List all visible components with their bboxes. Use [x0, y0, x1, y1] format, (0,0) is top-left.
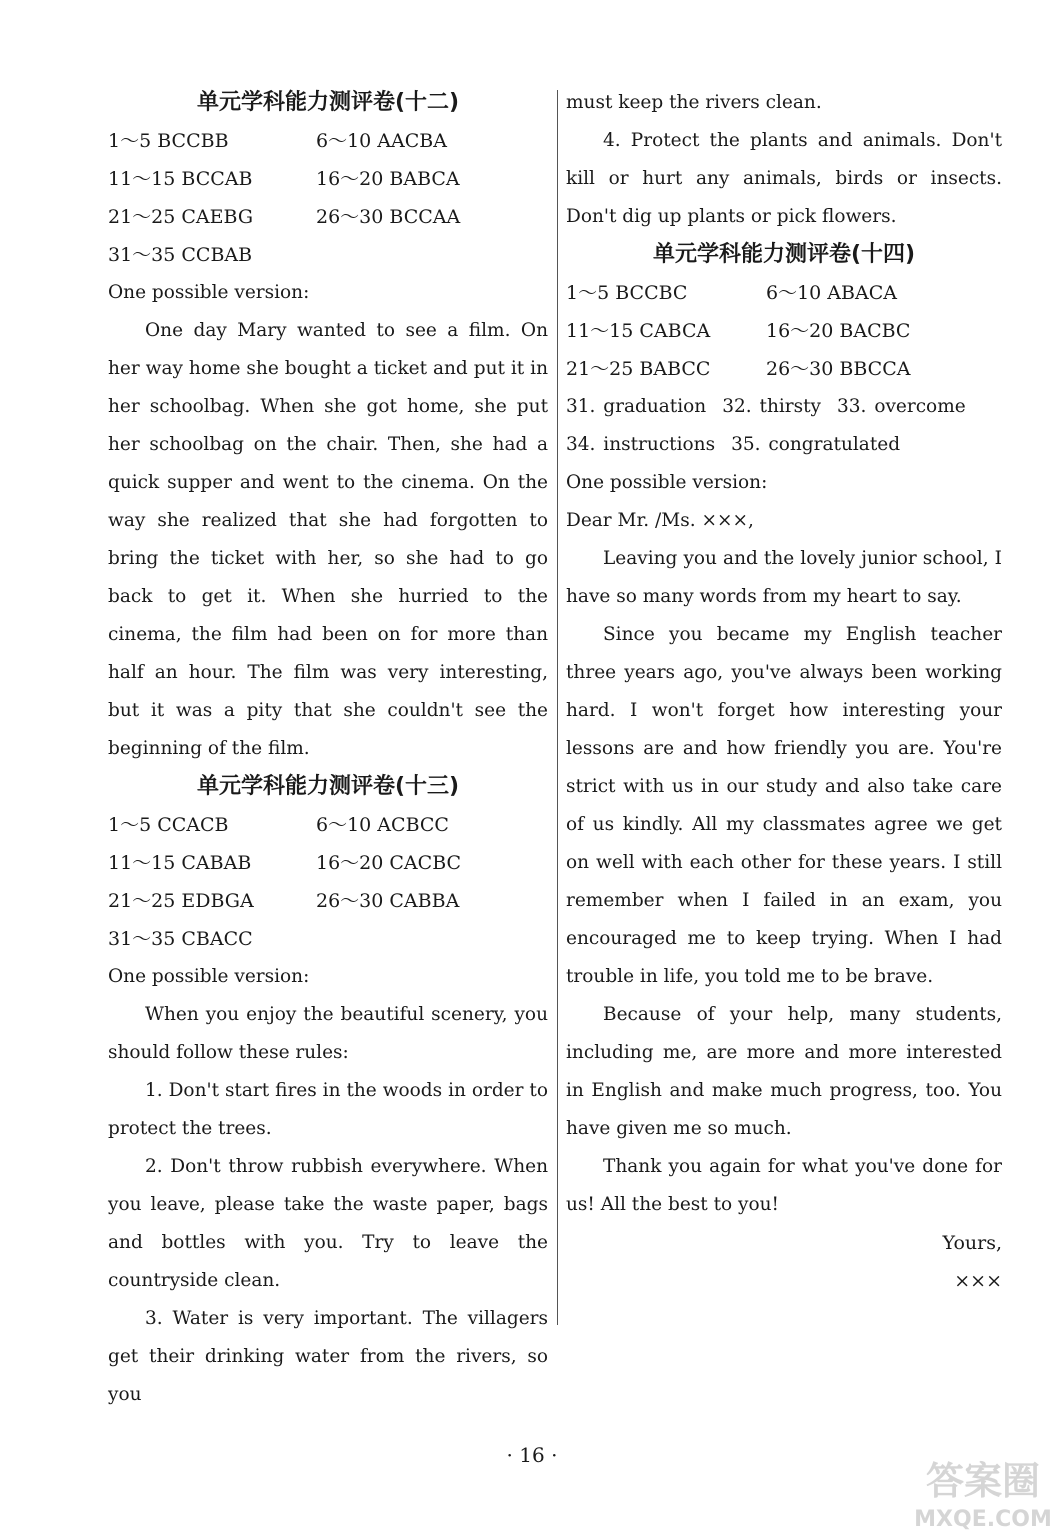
page-number: · 16 · [506, 1443, 558, 1467]
essay-paragraph: One day Mary wanted to see a film. On her way home she bought a ticket and put it in her schoolbag. When she got home, she put her schoolbag on the chair. Then, she had a quick supper and went to the cinema. On the way she realized that she had forgotten to bring the ticket with her, so she had to go back to get it. When she hurried to the cinema, the film had been on for more than half an hour. The film was very interesting, but it was a pity that she couldn't see the beginning of the film. [108, 320, 548, 759]
rule-paragraph-continued: must keep the rivers clean. [566, 92, 822, 113]
essay-intro: When you enjoy the beautiful scenery, you should follow these rules: [108, 1004, 548, 1063]
rule-paragraph: 2. Don't throw rubbish everywhere. When you leave, please take the waste paper, bags and bottles with you. Try to leave the countryside clean. [108, 1156, 548, 1291]
letter-closing: Yours, [942, 1232, 1002, 1254]
answer-cell: 21～25 BABCC [566, 358, 711, 380]
version-label: One possible version: [108, 282, 310, 303]
answer-cell: 11～15 CABAB [108, 852, 252, 874]
answer-cell: 11～15 CABCA [566, 320, 711, 342]
answer-cell: 1～5 CCACB [108, 814, 229, 836]
letter-greeting: Dear Mr. /Ms. ×××, [566, 510, 754, 531]
answer-row [108, 160, 548, 198]
fill-in-row [566, 426, 1002, 464]
answer-cell: 1～5 BCCBC [566, 282, 688, 304]
unit13-title: 单元学科能力测评卷(十三) [196, 774, 460, 799]
rule-paragraph: 1. Don't start fires in the woods in order to protect the trees. [108, 1080, 548, 1139]
fill-answer: 35. congratulated [731, 434, 901, 455]
answer-cell: 11～15 BCCAB [108, 168, 253, 190]
letter-paragraph: Thank you again for what you've done for us! All the best to you! [566, 1156, 1002, 1215]
answer-cell: 16～20 CACBC [316, 852, 462, 874]
version-label: One possible version: [108, 966, 310, 987]
column-divider [557, 90, 558, 1325]
answer-row [108, 844, 548, 882]
fill-in-row [566, 388, 1002, 426]
answer-row [108, 122, 548, 160]
answer-cell: 31～35 CBACC [108, 928, 253, 950]
unit14-answers [566, 274, 1002, 388]
answer-row [108, 236, 548, 274]
left-column [108, 84, 548, 1414]
watermark-logo [908, 1452, 1058, 1532]
answer-cell: 26～30 CABBA [316, 890, 460, 912]
fill-answer: 34. instructions [566, 434, 716, 455]
answer-row [108, 882, 548, 920]
answer-row [108, 806, 548, 844]
answer-cell: 6～10 ABACA [766, 282, 897, 304]
rule-paragraph: 3. Water is very important. The villagers get their drinking water from the rivers, so you [108, 1308, 548, 1405]
answer-row [566, 274, 1002, 312]
answer-row [108, 920, 548, 958]
right-column [566, 84, 1002, 1300]
answer-row [108, 198, 548, 236]
letter-paragraph: Because of your help, many students, including me, are more and more interested in English and make much progress, too. You have given me so much. [566, 1004, 1002, 1139]
answer-cell: 21～25 CAEBG [108, 206, 254, 228]
fill-answer: 31. graduation [566, 396, 707, 417]
unit12-title: 单元学科能力测评卷(十二) [196, 90, 460, 115]
answer-row [566, 350, 1002, 388]
answer-cell: 31～35 CCBAB [108, 244, 253, 266]
answer-row [566, 312, 1002, 350]
answer-cell: 6～10 AACBA [316, 130, 447, 152]
answer-cell: 21～25 EDBGA [108, 890, 254, 912]
unit14-title: 单元学科能力测评卷(十四) [652, 242, 916, 267]
answer-cell: 1～5 BCCBB [108, 130, 229, 152]
letter-paragraph: Since you became my English teacher three years ago, you've always been working hard. I won't forget how interesting your lessons are and how friendly you are. You're strict with us in our study and also take care of us kindly. All my classmates agree we get on well with each other for these years. I still remember when I failed in an exam, you encouraged me to keep trying. When I had trouble in life, you told me to be brave. [566, 624, 1002, 987]
version-label: One possible version: [566, 472, 768, 493]
svg-text:MXQE.COM: MXQE.COM [914, 1507, 1052, 1532]
answer-cell: 26～30 BBCCA [766, 358, 911, 380]
fill-answer: 32. thirsty [722, 396, 822, 417]
letter-signature: ××× [954, 1270, 1002, 1292]
answer-cell: 26～30 BCCAA [316, 206, 461, 228]
rule-paragraph: 4. Protect the plants and animals. Don't kill or hurt any animals, birds or insects. Don't dig up plants or pick flowers. [566, 130, 1002, 227]
svg-text:答案圈: 答案圈 [925, 1459, 1041, 1503]
answer-cell: 16～20 BABCA [316, 168, 460, 190]
unit13-answers [108, 806, 548, 958]
answer-cell: 6～10 ACBCC [316, 814, 449, 836]
letter-paragraph: Leaving you and the lovely junior school, I have so many words from my heart to say. [566, 548, 1002, 607]
fill-answer: 33. overcome [837, 396, 966, 417]
unit12-answers [108, 122, 548, 274]
answer-cell: 16～20 BACBC [766, 320, 911, 342]
